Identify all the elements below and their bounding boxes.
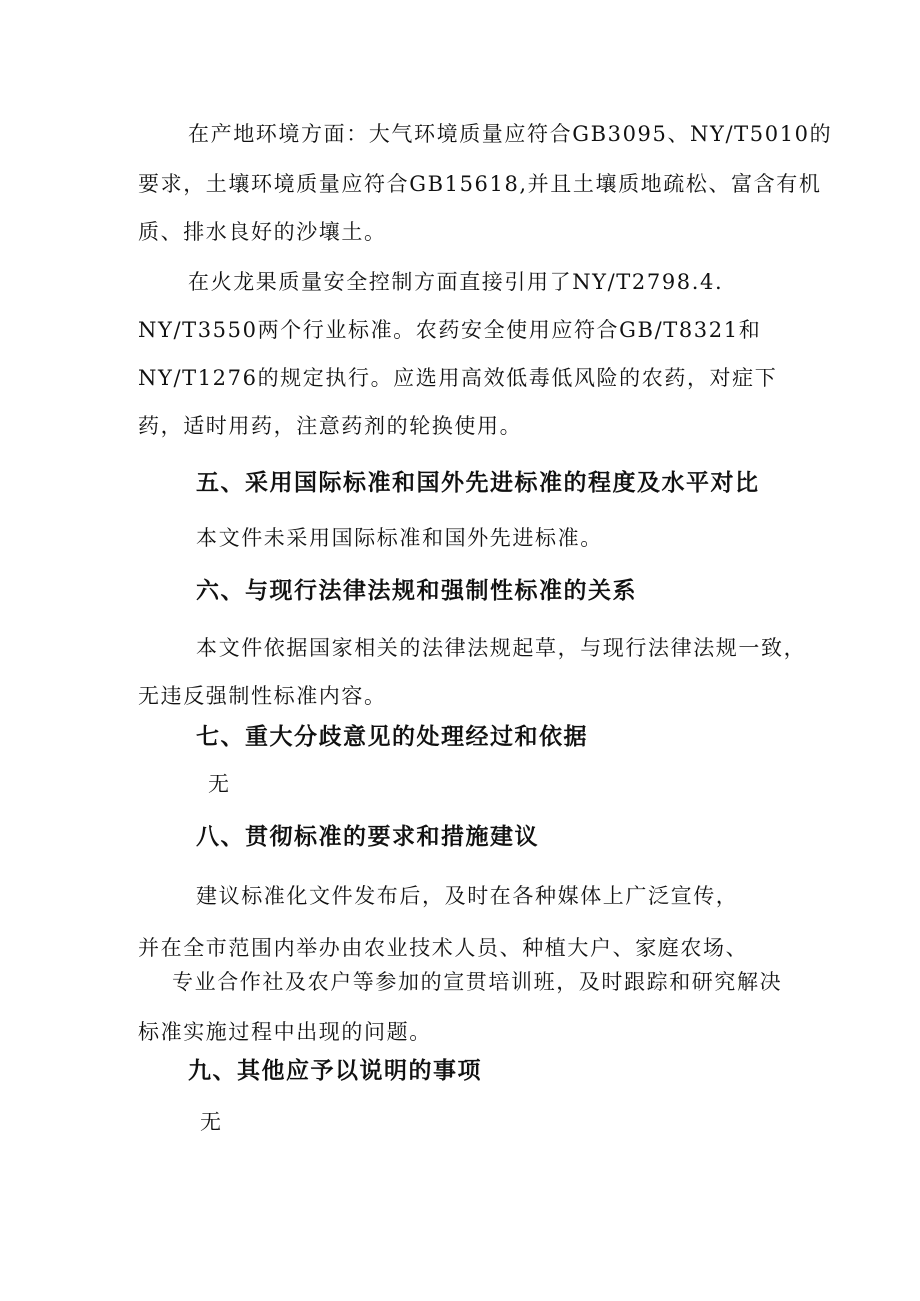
section-6-line-2: 无违反强制性标准内容。: [138, 684, 387, 708]
section-8-heading: 八、贯彻标准的要求和措施建议: [196, 824, 539, 850]
section-9-heading: 九、其他应予以说明的事项: [188, 1058, 482, 1084]
section-5-line-1: 本文件未采用国际标准和国外先进标准。: [196, 526, 603, 550]
section-6-line-1: 本文件依据国家相关的法律法规起草，与现行法律法规一致，: [196, 636, 807, 660]
section-8-line-3: 专业合作社及农户等参加的宣贯培训班，及时跟踪和研究解决: [172, 970, 783, 994]
section-7-line-1: 无: [208, 772, 231, 796]
section-7-heading: 七、重大分歧意见的处理经过和依据: [196, 724, 588, 750]
section-9-line-1: 无: [200, 1110, 223, 1134]
section-8-line-2: 并在全市范围内举办由农业技术人员、种植大户、家庭农场、: [138, 936, 749, 960]
section-8-line-1: 建议标准化文件发布后，及时在各种媒体上广泛宣传，: [196, 884, 739, 908]
paragraph-2-line-3: NY/T1276的规定执行。应选用高效低毒低风险的农药，对症下: [138, 366, 778, 390]
section-8-line-4: 标准实施过程中出现的问题。: [138, 1020, 432, 1044]
paragraph-2-line-1: 在火龙果质量安全控制方面直接引用了NY/T2798.4.: [188, 270, 724, 294]
paragraph-1-line-3: 质、排水良好的沙壤土。: [138, 220, 387, 244]
paragraph-1-line-2: 要求，土壤环境质量应符合GB15618,并且土壤质地疏松、富含有机: [138, 172, 822, 196]
paragraph-1-line-1: 在产地环境方面：大气环境质量应符合GB3095、NY/T5010的: [188, 122, 833, 146]
paragraph-2-line-4: 药，适时用药，注意药剂的轮换使用。: [138, 414, 523, 438]
section-5-heading: 五、采用国际标准和国外先进标准的程度及水平对比: [196, 470, 760, 496]
paragraph-2-line-2: NY/T3550两个行业标准。农药安全使用应符合GB/T8321和: [138, 318, 762, 342]
section-6-heading: 六、与现行法律法规和强制性标准的关系: [196, 578, 637, 604]
